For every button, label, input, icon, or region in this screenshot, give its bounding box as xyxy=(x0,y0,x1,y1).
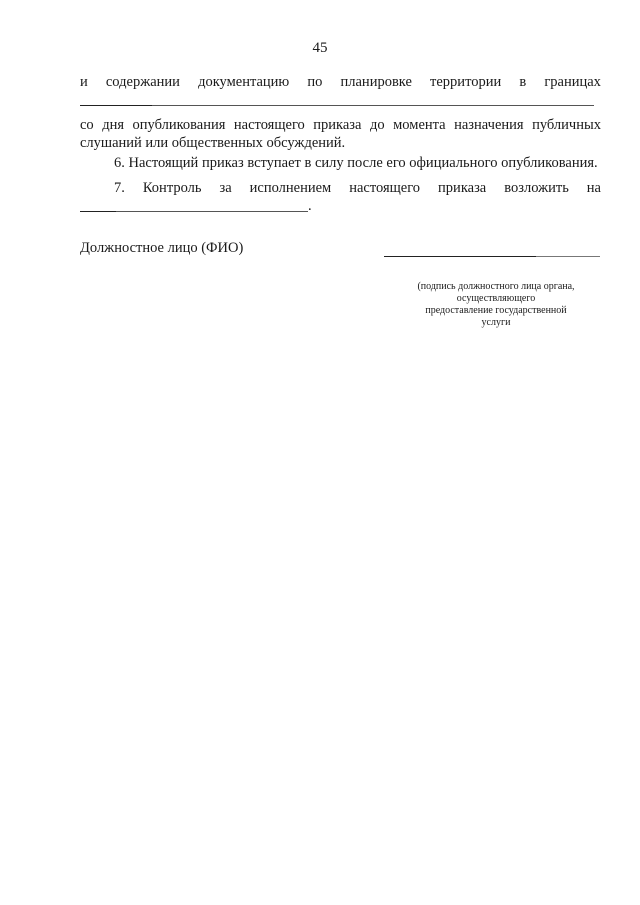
blank-line-boundaries xyxy=(152,105,594,106)
signature-line-tail xyxy=(536,256,600,257)
item-6: 6. Настоящий приказ вступает в силу после его официального опубликования. xyxy=(114,155,598,171)
official-label: Должностное лицо (ФИО) xyxy=(80,240,244,256)
item-7 xyxy=(114,180,601,197)
paragraph-line: слушаний или общественных обсуждений. xyxy=(80,135,346,151)
blank-line-short xyxy=(80,105,152,106)
word: 7. xyxy=(114,180,125,196)
word: Контроль xyxy=(142,180,202,196)
word: публичных xyxy=(532,117,601,133)
word: приказа xyxy=(313,117,362,133)
word: приказа xyxy=(438,180,487,196)
word: дня xyxy=(102,117,124,133)
paragraph-line xyxy=(80,116,601,134)
word: в xyxy=(519,74,527,90)
word: за xyxy=(219,180,232,196)
blank-line-responsible xyxy=(116,211,308,212)
word: возложить xyxy=(504,180,569,196)
word: назначения xyxy=(454,117,524,133)
caption-line: услуги xyxy=(481,317,511,328)
word: содержании xyxy=(105,74,180,90)
word: со xyxy=(80,117,94,133)
word: опубликования xyxy=(132,117,226,133)
blank-line-short xyxy=(80,211,116,212)
word: границах xyxy=(544,74,601,90)
word: по xyxy=(307,74,323,90)
word: исполнением xyxy=(249,180,332,196)
text-line-boundaries xyxy=(80,74,601,91)
word: на xyxy=(586,180,601,196)
word: и xyxy=(80,74,88,90)
page-number: 45 xyxy=(312,40,328,56)
word: планировке xyxy=(340,74,412,90)
caption-line: осуществляющего xyxy=(456,293,536,304)
word: настоящего xyxy=(349,180,421,196)
word: территории xyxy=(430,74,502,90)
caption-line: предоставление государственной xyxy=(425,305,567,316)
signature-line xyxy=(384,256,536,257)
paragraph-publication xyxy=(80,116,601,152)
word: настоящего xyxy=(233,117,305,133)
word: документацию xyxy=(198,74,290,90)
signature-caption xyxy=(384,281,608,329)
period: . xyxy=(308,198,312,214)
word: до xyxy=(369,117,385,133)
caption-line: (подпись должностного лица органа, xyxy=(417,281,575,292)
word: момента xyxy=(393,117,446,133)
